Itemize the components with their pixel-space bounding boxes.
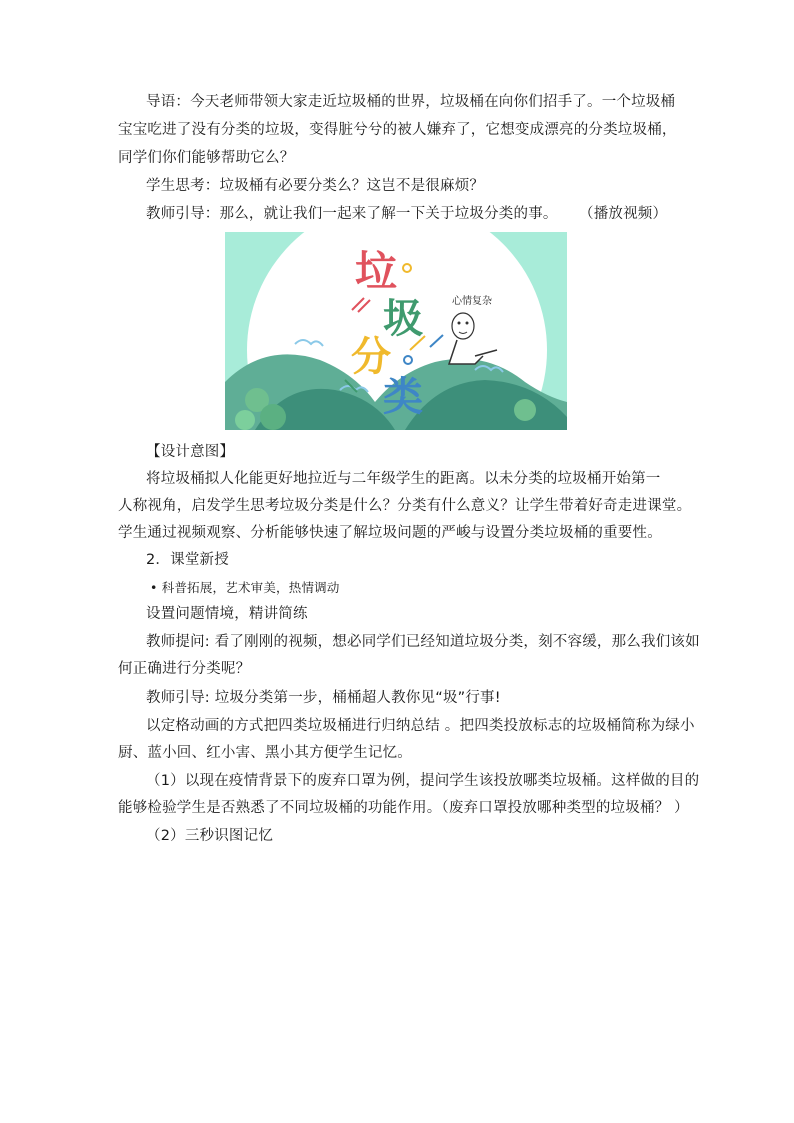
student-think-line: 学生思考：垃圾桶有必要分类么？这岂不是很麻烦？ <box>146 178 485 194</box>
tree-icon <box>235 410 255 430</box>
figure-caption: 心情复杂 <box>452 296 492 307</box>
subheading: 设置问题情境，精讲简练 <box>146 606 308 622</box>
garbage-sorting-illustration <box>225 232 567 430</box>
tree-icon <box>260 404 286 430</box>
figure-char-4: 类 <box>383 373 423 420</box>
animation-line-1: 以定格动画的方式把四类垃圾桶进行归纳总结 。把四类投放标志的垃圾桶简称为绿小 <box>146 718 695 734</box>
item-1-line-1: （1）以现在疫情背景下的废弃口罩为例，提问学生该投放哪类垃圾桶。这样做的目的 <box>146 773 700 789</box>
teacher-ask-line-1: 教师提问: 看了刚刚的视频，想必同学们已经知道垃圾分类，刻不容缓，那么我们该如 <box>146 634 700 650</box>
teacher-ask-line-2: 何正确进行分类呢？ <box>118 661 251 677</box>
teacher-guide-line-2: 教师引导: 垃圾分类第一步，桶桶超人教你见“圾”行事! <box>146 690 501 706</box>
item-2-line: （2）三秒识图记忆 <box>146 828 274 844</box>
bullet-item: • 科普拓展，艺术审美，热情调动 <box>150 580 340 595</box>
illustration-svg <box>225 232 567 430</box>
section-heading: 2．课堂新授 <box>146 552 229 568</box>
figure-char-1: 垃 <box>355 247 398 296</box>
intro-line-3: 同学们你们能够帮助它么？ <box>118 150 295 166</box>
figure-char-2: 圾 <box>383 295 423 342</box>
tree-icon <box>514 399 536 421</box>
design-heading: 【设计意图】 <box>146 444 235 460</box>
design-line-1: 将垃圾桶拟人化能更好地拉近与二年级学生的距离。以未分类的垃圾桶开始第一 <box>146 471 661 487</box>
intro-line-2: 宝宝吃进了没有分类的垃圾，变得脏兮兮的被人嫌弃了，它想变成漂亮的分类垃圾桶， <box>118 122 677 138</box>
figure-char-3: 分 <box>351 333 391 380</box>
item-1-line-2: 能够检验学生是否熟悉了不同垃圾桶的功能作用。（废弃口罩投放哪种类型的垃圾桶？ ） <box>118 800 689 816</box>
teacher-guide-line: 教师引导：那么，就让我们一起来了解一下关于垃圾分类的事。 <box>146 206 558 222</box>
play-video-note: （播放视频） <box>579 206 668 222</box>
animation-line-2: 厨、蓝小回、红小害、黑小其方便学生记忆。 <box>118 745 412 761</box>
intro-line-1: 导语：今天老师带领大家走近垃圾桶的世界，垃圾桶在向你们招手了。一个垃圾桶 <box>146 94 676 110</box>
design-line-3: 学生通过视频观察、分析能够快速了解垃圾问题的严峻与设置分类垃圾桶的重要性。 <box>118 525 662 541</box>
design-line-2: 人称视角，启发学生思考垃圾分类是什么？分类有什么意义？让学生带着好奇走进课堂。 <box>118 498 692 514</box>
